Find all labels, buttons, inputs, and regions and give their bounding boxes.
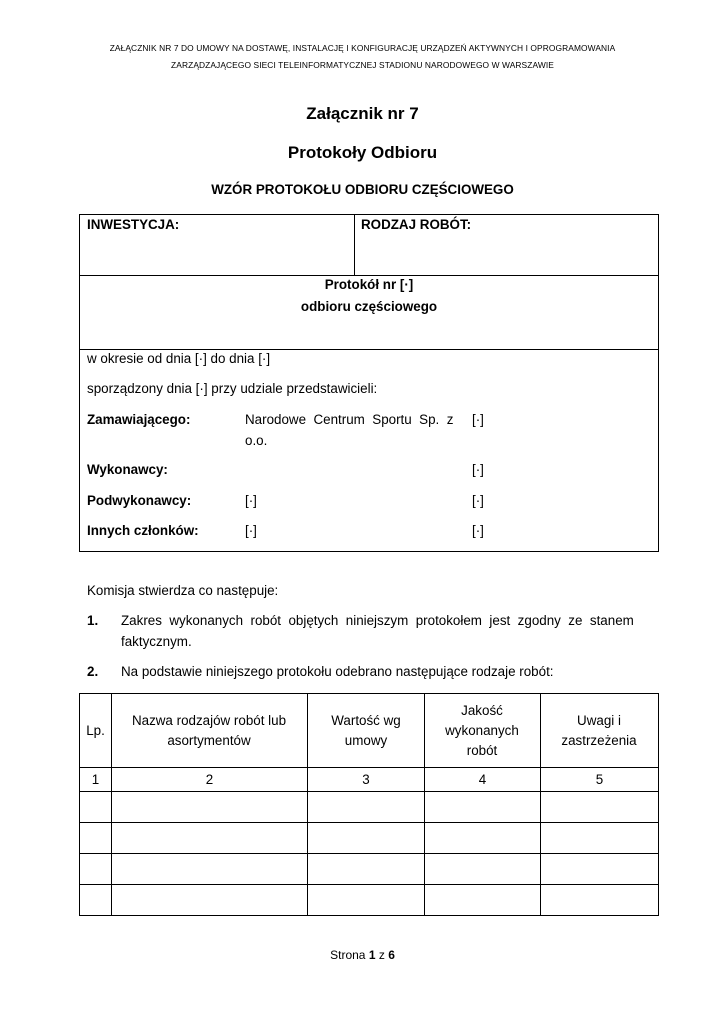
item-text-1: Zakres wykonanych robót objętych niniejszym protokołem jest zgodny ze stanem — [121, 613, 634, 628]
party-mark-subcontractor: [·] — [472, 493, 484, 508]
header-value: Wartość wg umowy — [331, 712, 401, 748]
party-name-ordering-cont: o.o. — [245, 433, 268, 448]
column-number-3: 3 — [362, 771, 370, 787]
column-number-1: 1 — [91, 771, 100, 787]
protocol-number: Protokół nr [·] — [324, 277, 414, 292]
page-footer — [0, 948, 725, 962]
footer-page-number: 1 — [368, 948, 376, 962]
item-number-2: 2. — [87, 664, 99, 679]
column-number-5: 5 — [595, 771, 604, 787]
table-col-divider-3 — [424, 693, 425, 916]
party-label-contractor: Wykonawcy: — [87, 462, 168, 477]
header-lp: Lp. — [86, 722, 105, 738]
party-name-ordering: Narodowe Centrum Sportu Sp. z — [245, 412, 454, 427]
footer-separator: z — [375, 948, 389, 962]
table-row-divider-4 — [79, 853, 659, 854]
document-subtitle: Protokoły Odbioru — [287, 143, 438, 162]
table-row-divider-2 — [79, 791, 659, 792]
header-line-2: ZARZĄDZAJĄCEGO SIECI TELEINFORMATYCZNEJ STADIONU NARODOWEGO W WARSZAWIE — [171, 60, 554, 70]
table-col-divider-2 — [307, 693, 308, 916]
form-divider-1 — [79, 275, 659, 276]
commission-intro: Komisja stwierdza co następuje: — [87, 583, 279, 598]
table-col-divider-4 — [540, 693, 541, 916]
party-mark-others: [·] — [472, 523, 484, 538]
party-label-ordering: Zamawiającego: — [87, 412, 191, 427]
footer-prefix: Strona — [330, 948, 369, 962]
footer-page-total: 6 — [388, 948, 395, 962]
table-col-divider-1 — [111, 693, 112, 916]
party-name-subcontractor: [·] — [245, 493, 257, 508]
item-text-2: Na podstawie niniejszego protokołu odebrano następujące rodzaje robót: — [121, 664, 554, 679]
table-row-divider-3 — [79, 822, 659, 823]
drawn-up-text: sporządzony dnia [·] przy udziale przedstawicieli: — [87, 381, 378, 396]
party-label-subcontractor: Podwykonawcy: — [87, 493, 192, 508]
party-label-others: Innych członków: — [87, 523, 199, 538]
protocol-type: odbioru częściowego — [300, 299, 438, 314]
header-work-name: Nazwa rodzajów robót lub asortymentów — [131, 712, 287, 748]
party-mark-ordering: [·] — [472, 412, 484, 427]
document-title: Załącznik nr 7 — [306, 104, 419, 123]
header-quality: Jakość wykonanych robót — [445, 702, 519, 758]
table-row-divider-5 — [79, 884, 659, 885]
header-line-1: ZAŁĄCZNIK NR 7 DO UMOWY NA DOSTAWĘ, INSTALACJĘ I KONFIGURACJĘ URZĄDZEŃ AKTYWNYCH I OPROGRAMOWANIA — [109, 43, 616, 53]
header-remarks: Uwagi i zastrzeżenia — [561, 712, 637, 748]
column-number-2: 2 — [205, 771, 214, 787]
investment-label: INWESTYCJA: — [87, 217, 180, 232]
work-type-label: RODZAJ ROBÓT: — [361, 217, 472, 232]
item-text-1-cont: faktycznym. — [121, 634, 192, 649]
form-divider-vertical — [354, 214, 355, 276]
form-divider-2 — [79, 349, 659, 350]
item-number-1: 1. — [87, 613, 99, 628]
party-name-others: [·] — [245, 523, 257, 538]
period-text: w okresie od dnia [·] do dnia [·] — [87, 351, 271, 366]
party-mark-contractor: [·] — [472, 462, 484, 477]
column-number-4: 4 — [478, 771, 487, 787]
section-title: WZÓR PROTOKOŁU ODBIORU CZĘŚCIOWEGO — [211, 182, 514, 197]
